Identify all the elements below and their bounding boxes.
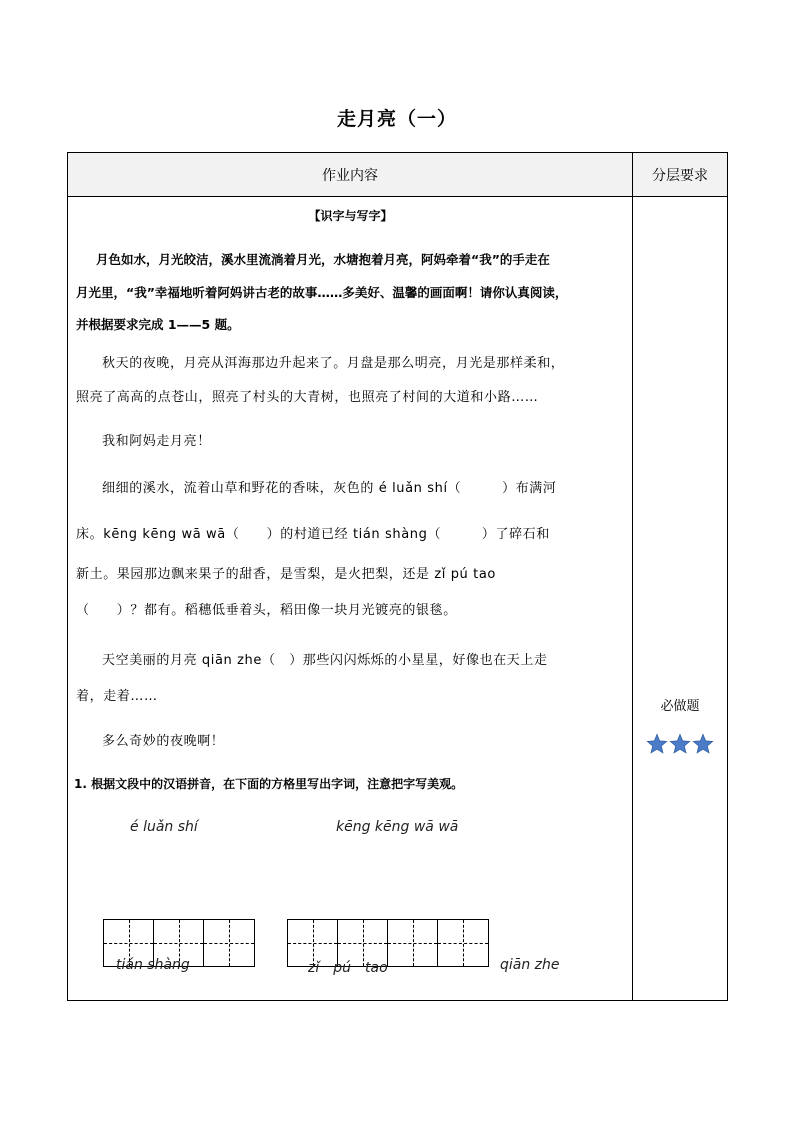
intro-line-1: 月色如水，月光皎洁，溪水里流淌着月光，水塘抱着月亮，阿妈牵着“我”的手走在 xyxy=(96,252,550,267)
intro-line-2: 月光里，“我”幸福地听着阿妈讲古老的故事……多美好、温馨的画面啊！请你认真阅读， xyxy=(76,285,568,300)
passage-line-4: 细细的溪水，流着山草和野花的香味，灰色的 é luǎn shí（ ）布满河 xyxy=(102,481,557,496)
requirement-cell xyxy=(633,197,728,1001)
star-icon xyxy=(692,733,714,755)
star-icon xyxy=(646,733,668,755)
passage-line-2: 照亮了高高的点苍山，照亮了村头的大青树，也照亮了村间的大道和小路…… xyxy=(76,390,539,405)
pinyin-e: qiān zhe xyxy=(500,957,560,973)
passage-line-9: 着，走着…… xyxy=(76,689,158,704)
question-1: 1. 根据文段中的汉语拼音，在下面的方格里写出字词，注意把字写美观。 xyxy=(74,777,464,791)
grid-cell[interactable] xyxy=(204,920,254,966)
homework-table xyxy=(67,152,728,1001)
required-label: 必做题 xyxy=(660,699,700,714)
passage-line-10: 多么奇妙的夜晚啊！ xyxy=(102,734,225,749)
intro-line-3: 并根据要求完成 1——5 题。 xyxy=(76,317,240,332)
passage-line-5: 床。kēng kēng wā wā（ ）的村道已经 tián shàng（ ）了碎石和 xyxy=(76,527,550,542)
header-content: 作业内容 xyxy=(68,153,633,197)
pinyin-a: é luǎn shí xyxy=(130,819,198,835)
table-row xyxy=(68,197,728,1001)
header-requirement: 分层要求 xyxy=(633,153,728,197)
passage-line-6: 新土。果园那边飘来果子的甜香，是雪梨，是火把梨，还是 zǐ pú tao xyxy=(76,567,496,582)
pinyin-c: tián shàng xyxy=(116,957,190,973)
pinyin-b: kēng kēng wā wā xyxy=(336,819,459,835)
star-icon xyxy=(669,733,691,755)
passage-line-1: 秋天的夜晚，月亮从洱海那边升起来了。月盘是那么明亮，月光是那样柔和， xyxy=(102,356,565,371)
passage-line-8: 天空美丽的月亮 qiān zhe（ ）那些闪闪烁烁的小星星，好像也在天上走 xyxy=(102,653,548,668)
passage-line-7: （ ）？都有。稻穗低垂着头，稻田像一块月光镀亮的银毯。 xyxy=(76,603,457,618)
section-title: 【识字与写字】 xyxy=(308,209,393,223)
content-cell xyxy=(68,197,633,1001)
pinyin-d: zǐ pú tao xyxy=(308,960,388,976)
grid-cell[interactable] xyxy=(438,920,488,966)
passage-line-3: 我和阿妈走月亮！ xyxy=(102,434,211,449)
grid-cell[interactable] xyxy=(388,920,438,966)
page-title: 走月亮（一） xyxy=(336,108,457,130)
table-header-row xyxy=(68,153,728,197)
difficulty-stars xyxy=(633,733,727,759)
